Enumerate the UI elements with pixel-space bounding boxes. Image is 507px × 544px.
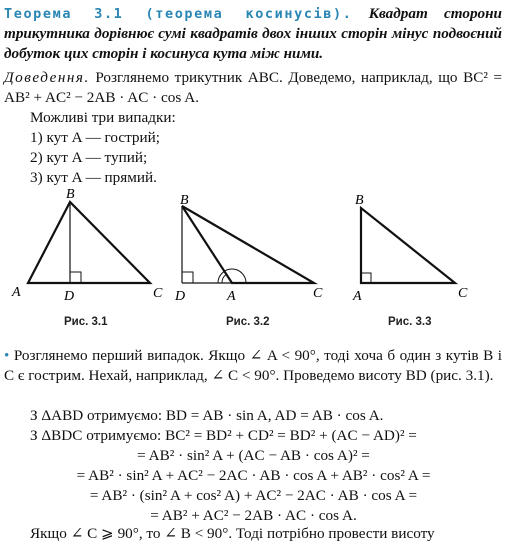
label-a: A [227, 289, 236, 304]
label-b: B [180, 193, 189, 208]
formula-line-2: З ΔBDC отримуємо: BC² = BD² + CD² = BD² + (AC − AD)² = [30, 427, 417, 444]
cases-intro: Можливі три випадки: [30, 109, 176, 126]
label-a: A [353, 289, 362, 304]
label-c: C [458, 286, 468, 301]
label-c: C [153, 286, 163, 301]
triangle-abc [28, 202, 150, 283]
formula-line-4: = AB² · sin² A + AC² − 2AC · AB · cos A + AB² · cos² A = [76, 467, 431, 484]
right-triangle-abc [361, 208, 455, 283]
right-angle-mark [182, 272, 193, 283]
label-d: D [64, 289, 75, 304]
case-1: 1) кут A — гострий; [30, 129, 161, 146]
right-angle-mark [361, 273, 371, 283]
caption-3-1: Рис. 3.1 [64, 316, 108, 328]
label-a: A [12, 285, 21, 300]
label-b: B [66, 188, 75, 202]
bullet-icon: • [4, 347, 10, 364]
case-3: 3) кут A — прямий. [30, 169, 157, 186]
formula-line-6: = AB² + AC² − 2AB · AC · cos A. [150, 507, 357, 524]
caption-3-3: Рис. 3.3 [388, 316, 432, 328]
right-angle-mark [70, 272, 81, 283]
figure-3-2 [172, 188, 332, 310]
theorem-title: Теорема 3.1 (теорема косинусів). [4, 6, 353, 22]
paragraph-text: Розглянемо перший випадок. Якщо ∠ A < 90°, тоді хоча б один з кутів B і C є гострим. Нехай, наприклад, ∠ C < 90°. Проведемо висоту BD (рис. 3.1). [4, 347, 502, 384]
proof-intro [4, 68, 502, 108]
label-d: D [175, 289, 186, 304]
figure-3-1 [10, 188, 170, 310]
proof-text: Розглянемо трикутник ABC. Доведемо, наприклад, що BC² = AB² + AC² − 2AB · AC · cos A. [4, 69, 503, 106]
triangle-abc [182, 206, 314, 283]
theorem-block [4, 4, 502, 64]
label-c: C [313, 286, 323, 301]
figure-3-3 [345, 188, 505, 310]
formula-line-5: = AB² · (sin² A + cos² A) + AC² − 2AC · AB · cos A = [89, 487, 418, 504]
case-2: 2) кут A — тупий; [30, 149, 148, 166]
paragraph-first-case [4, 346, 502, 386]
formula-line-3: = AB² · sin² A + (AC − AB · cos A)² = [137, 447, 370, 464]
caption-3-2: Рис. 3.2 [226, 316, 270, 328]
label-b: B [355, 193, 364, 208]
formula-line-1: З ΔABD отримуємо: BD = AB · sin A, AD = AB · cos A. [30, 407, 384, 424]
proof-label: Доведення. [4, 69, 90, 86]
formula-line-7: Якщо ∠ C ⩾ 90°, то ∠ B < 90°. Тоді потрібно провести висоту [30, 525, 435, 542]
theorem-statement: Квадрат сторони трикутника дорівнює сумі квадратів двох інших сторін мінус подвоєний добуток цих сторін і косинуса кута між ними. [4, 5, 503, 62]
